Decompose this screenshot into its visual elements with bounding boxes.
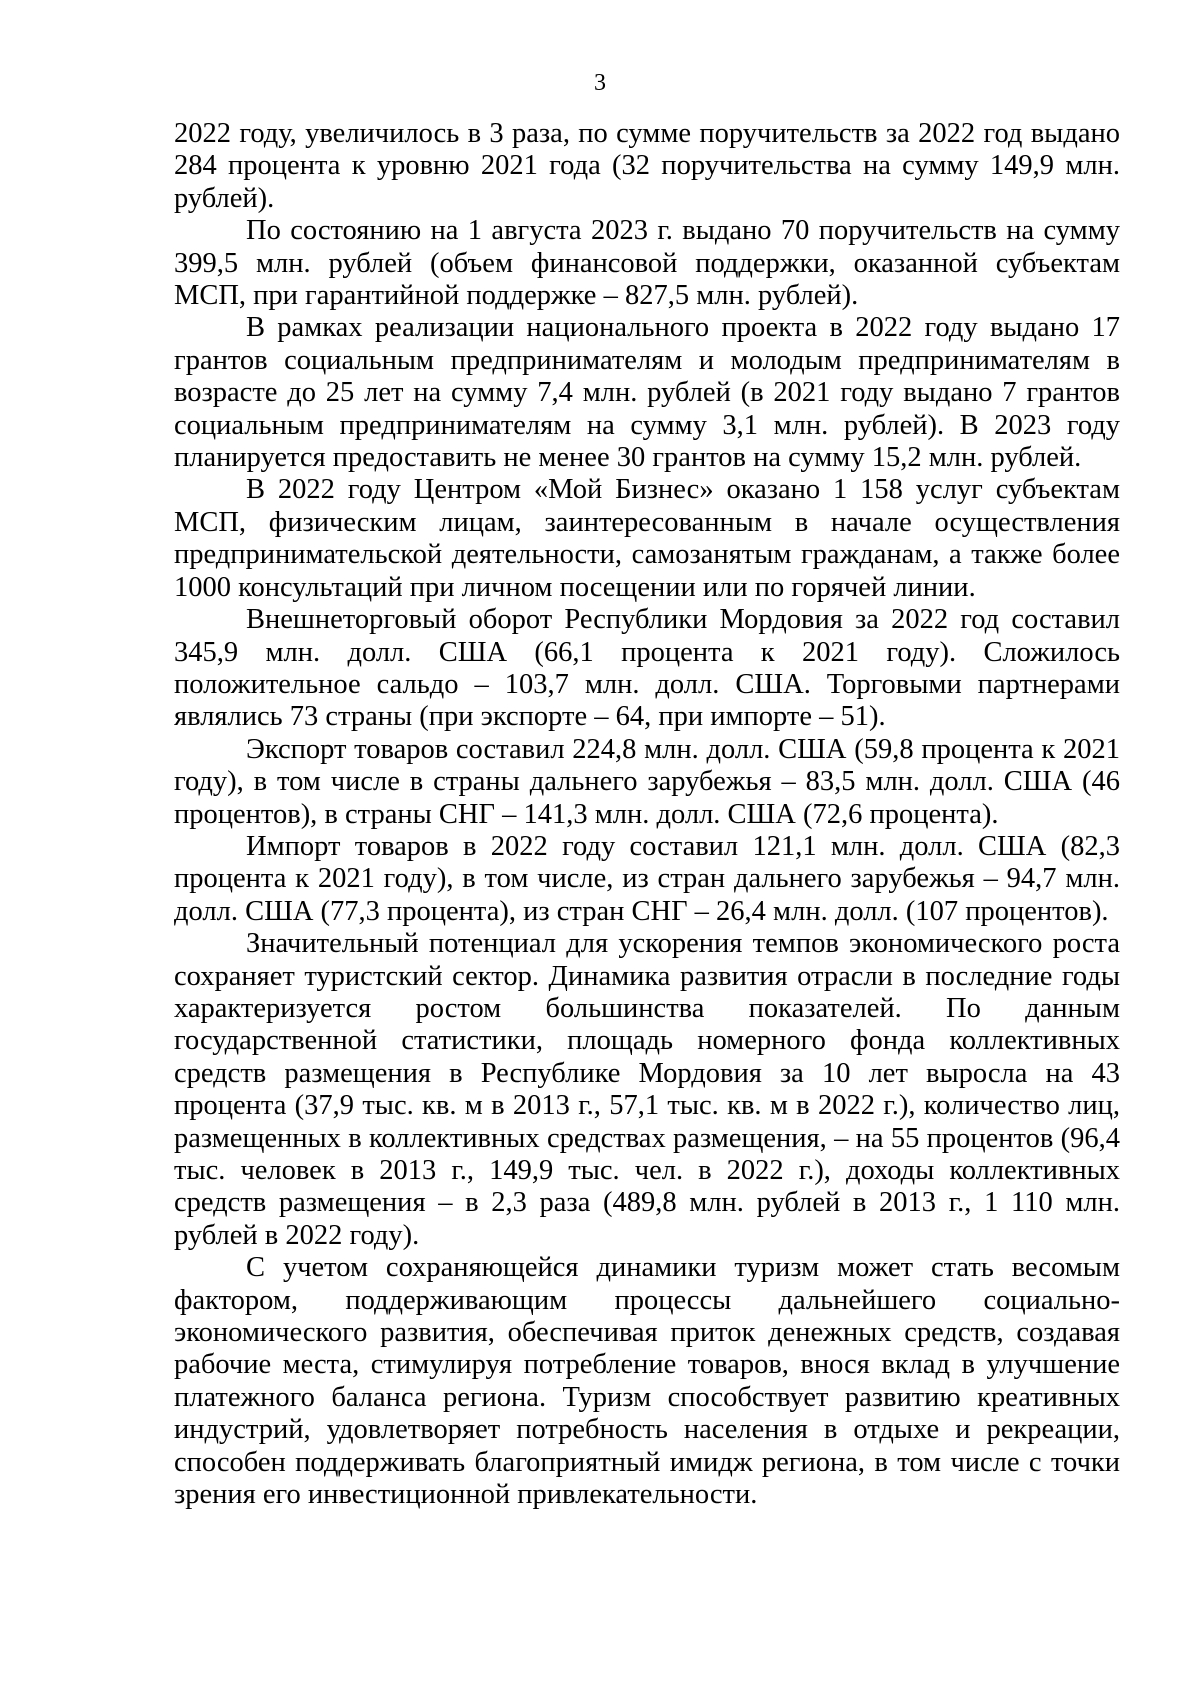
paragraph-guarantees-2023: По состоянию на 1 августа 2023 г. выдано 70 поручительств на сумму 399,5 млн. рублей (объем финансовой поддержки, оказанной субъектам МСП, при гарантийной поддержке – 827,5 млн. рублей).	[174, 215, 1120, 312]
paragraph-export: Экспорт товаров составил 224,8 млн. долл. США (59,8 процента к 2021 году), в том числе в страны дальнего зарубежья – 83,5 млн. долл. США (46 процентов), в страны СНГ – 141,3 млн. долл. США (72,6 процента).	[174, 733, 1120, 830]
document-body	[174, 118, 1120, 1511]
paragraph-my-business-center: В 2022 году Центром «Мой Бизнес» оказано 1 158 услуг субъектам МСП, физическим лицам, заинтересованным в начале осуществления предпринимательской деятельности, самозанятым гражданам, а также более 1000 консультаций при личном посещении или по горячей линии.	[174, 474, 1120, 603]
page-number: 3	[594, 70, 606, 96]
paragraph-import: Импорт товаров в 2022 году составил 121,1 млн. долл. США (82,3 процента к 2021 году), в том числе, из стран дальнего зарубежья – 94,7 млн. долл. США (77,3 процента), из стран СНГ – 26,4 млн. долл. (107 процентов).	[174, 830, 1120, 927]
paragraph-tourism-potential: Значительный потенциал для ускорения темпов экономического роста сохраняет туристский сектор. Динамика развития отрасли в последние годы характеризуется ростом большинства показателей. По данным государственной статистики, площадь номерного фонда коллективных средств размещения в Республике Мордовия за 10 лет выросла на 43 процента (37,9 тыс. кв. м в 2013 г., 57,1 тыс. кв. м в 2022 г.), количество лиц, размещенных в коллективных средствах размещения, – на 55 процентов (96,4 тыс. человек в 2013 г., 149,9 тыс. чел. в 2022 г.), доходы коллективных средств размещения – в 2,3 раза (489,8 млн. рублей в 2013 г., 1 110 млн. рублей в 2022 году).	[174, 928, 1120, 1251]
paragraph-tourism-factor: С учетом сохраняющейся динамики туризм может стать весомым фактором, поддерживающим процессы дальнейшего социально-экономического развития, обеспечивая приток денежных средств, создавая рабочие места, стимулируя потребление товаров, внося вклад в улучшение платежного баланса региона. Туризм способствует развитию креативных индустрий, удовлетворяет потребность населения в отдыхе и рекреации, способен поддерживать благоприятный имидж региона, в том числе с точки зрения его инвестиционной привлекательности.	[174, 1252, 1120, 1511]
paragraph-foreign-trade: Внешнеторговый оборот Республики Мордовия за 2022 год составил 345,9 млн. долл. США (66,1 процента к 2021 году). Сложилось положительное сальдо – 103,7 млн. долл. США. Торговыми партнерами являлись 73 страны (при экспорте – 64, при импорте – 51).	[174, 604, 1120, 733]
paragraph-grants: В рамках реализации национального проекта в 2022 году выдано 17 грантов социальным предпринимателям и молодым предпринимателям в возрасте до 25 лет на сумму 7,4 млн. рублей (в 2021 году выдано 7 грантов социальным предпринимателям на сумму 3,1 млн. рублей). В 2023 году планируется предоставить не менее 30 грантов на сумму 15,2 млн. рублей.	[174, 312, 1120, 474]
paragraph-continuation: 2022 году, увеличилось в 3 раза, по сумме поручительств за 2022 год выдано 284 процента к уровню 2021 года (32 поручительства на сумму 149,9 млн. рублей).	[174, 118, 1120, 214]
